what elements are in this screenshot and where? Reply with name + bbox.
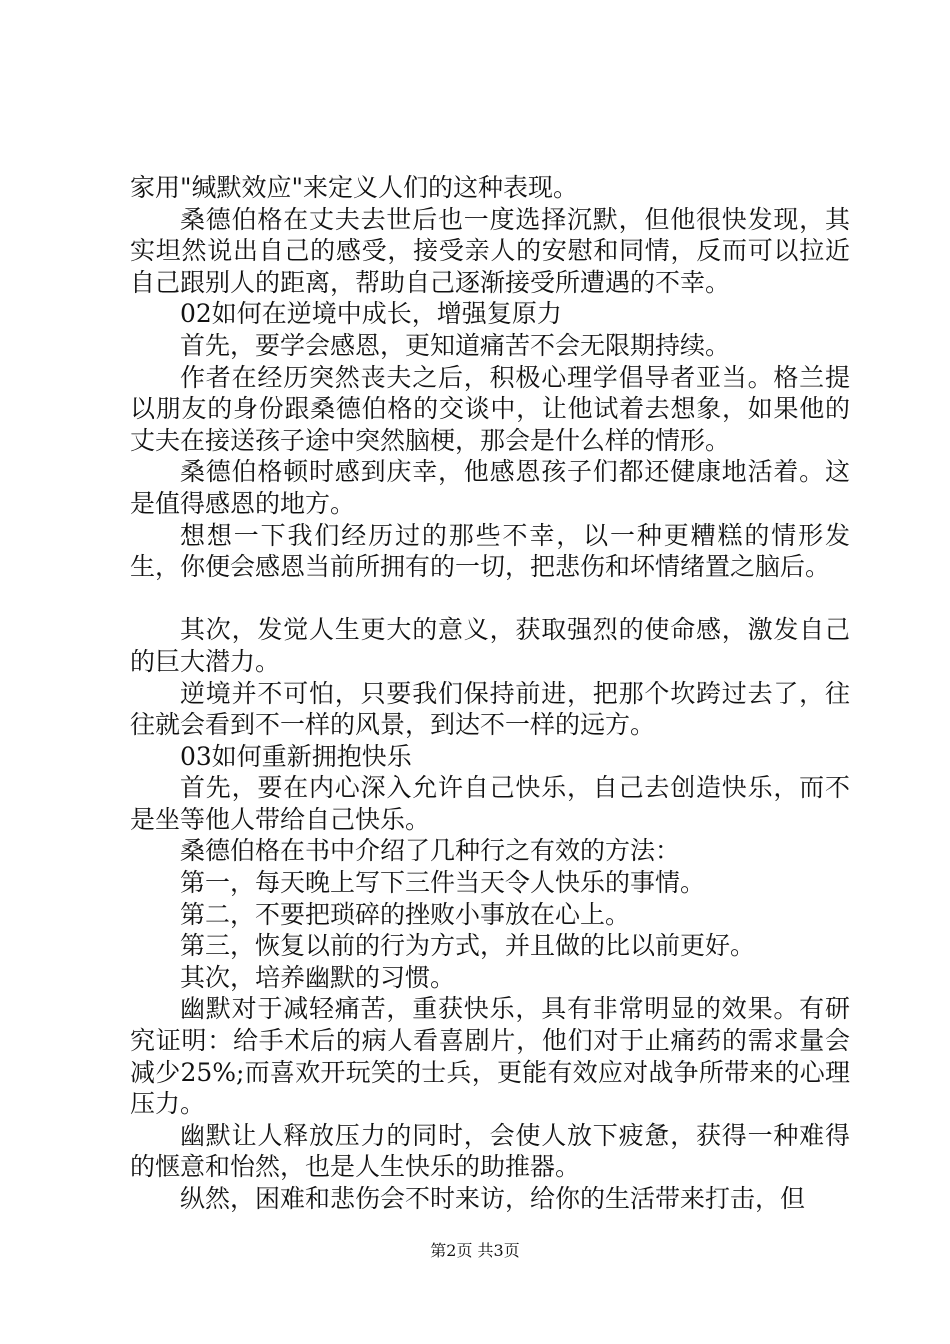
paragraph: 幽默对于减轻痛苦，重获快乐，具有非常明显的效果。有研究证明：给手术后的病人看喜剧片，他们对于止痛药的需求量会减少25%;而喜欢开玩笑的士兵，更能有效应对战争所带来的心理压力。 bbox=[130, 994, 850, 1119]
paragraph: 其次，培养幽默的习惯。 bbox=[180, 962, 456, 992]
list-item: 第三，恢复以前的行为方式，并且做的比以前更好。 bbox=[180, 931, 756, 961]
paragraph: 首先，要在内心深入允许自己快乐，自己去创造快乐，而不是坐等他人带给自己快乐。 bbox=[130, 773, 850, 834]
section-heading: 02如何在逆境中成长，增强复原力 bbox=[180, 299, 562, 329]
list-item: 第二，不要把琐碎的挫败小事放在心上。 bbox=[180, 899, 631, 929]
paragraph: 想想一下我们经历过的那些不幸，以一种更糟糕的情形发生，你便会感恩当前所拥有的一切，把悲伤和坏情绪置之脑后。 bbox=[130, 520, 850, 582]
blank-line bbox=[130, 583, 850, 615]
paragraph: 其次，发觉人生更大的意义，获取强烈的使命感，激发自己的巨大潜力。 bbox=[130, 615, 850, 676]
paragraph: 桑德伯格顿时感到庆幸，他感恩孩子们都还健康地活着。这是值得感恩的地方。 bbox=[130, 457, 850, 518]
list-item: 第一，每天晚上写下三件当天令人快乐的事情。 bbox=[180, 868, 706, 898]
paragraph: 逆境并不可怕，只要我们保持前进，把那个坎跨过去了，往往就会看到不一样的风景，到达不一样的远方。 bbox=[130, 678, 850, 740]
page-number: 第2页 共3页 bbox=[430, 1241, 520, 1260]
paragraph: 幽默让人释放压力的同时，会使人放下疲惫，获得一种难得的惬意和怡然，也是人生快乐的助推器。 bbox=[130, 1120, 850, 1182]
paragraph: 桑德伯格在书中介绍了几种行之有效的方法： bbox=[180, 836, 681, 866]
paragraph: 家用"缄默效应"来定义人们的这种表现。 bbox=[130, 173, 578, 202]
paragraph: 首先，要学会感恩，更知道痛苦不会无限期持续。 bbox=[180, 330, 731, 360]
section-heading: 03如何重新拥抱快乐 bbox=[180, 741, 412, 771]
paragraph: 桑德伯格在丈夫去世后也一度选择沉默，但他很快发现，其实坦然说出自己的感受，接受亲人的安慰和同情，反而可以拉近自己跟别人的距离，帮助自己逐渐接受所遭遇的不幸。 bbox=[130, 204, 850, 297]
paragraph: 作者在经历突然丧夫之后，积极心理学倡导者亚当。格兰提以朋友的身份跟桑德伯格的交谈中，让他试着去想象，如果他的丈夫在接送孩子途中突然脑梗，那会是什么样的情形。 bbox=[130, 362, 850, 455]
paragraph: 纵然，困难和悲伤会不时来访，给你的生活带来打击，但 bbox=[180, 1184, 806, 1213]
document-body bbox=[130, 172, 850, 1215]
